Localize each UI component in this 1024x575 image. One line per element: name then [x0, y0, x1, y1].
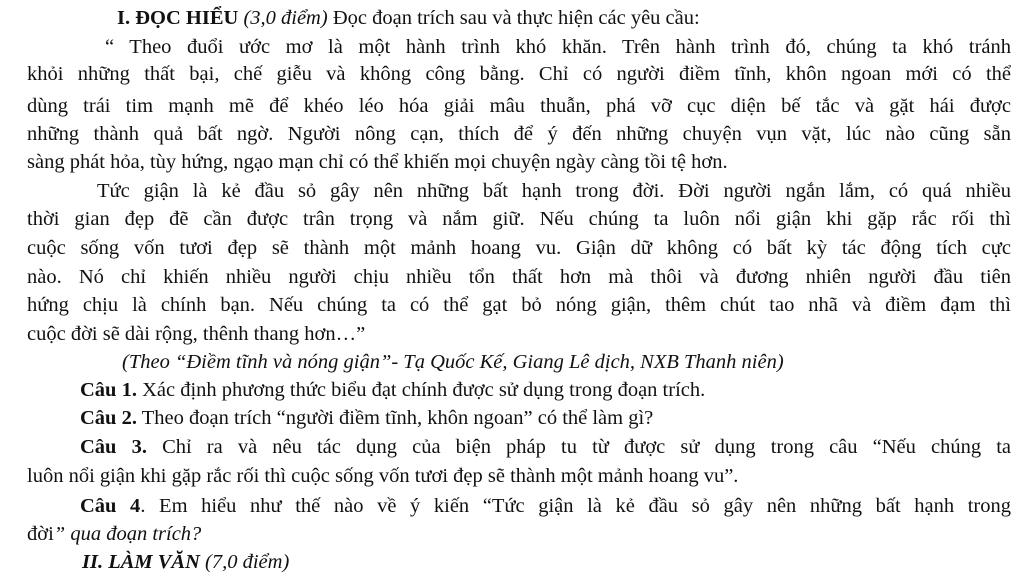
question-text: . Em hiểu như thế nào về ý kiến “Tức giận là kẻ đầu sỏ gây nên những bất hạnh trong [140, 495, 1011, 517]
section-2-score: (7,0 điểm) [205, 551, 290, 573]
question-text: Xác định phương thức biểu đạt chính được sử dụng trong đoạn trích. [142, 379, 706, 401]
section-2-title: II. LÀM VĂN [82, 551, 200, 573]
question-label: Câu 2. [80, 407, 137, 429]
passage-line: cuộc sống vốn tươi đẹp sẽ thành một mảnh hoang vu. Giận dữ không có bất kỳ tác động tích cực [27, 237, 1011, 259]
question-3-continuation: luôn nổi giận khi gặp rắc rối thì cuộc sống vốn tươi đẹp sẽ thành một mảnh hoang vu”. [27, 465, 739, 487]
section-1-heading-line [117, 5, 700, 31]
question-4-cont-tail: ” qua đoạn trích? [53, 523, 202, 545]
passage-line: Tức giận là kẻ đầu sỏ gây nên những bất hạnh trong đời. Đời người ngắn lắm, có quá nhiều [97, 180, 1011, 202]
passage-line: thời gian đẹp đẽ cần được trân trọng và nắm giữ. Nếu chúng ta luôn nổi giận khi gặp rắc rối thì [27, 208, 1011, 230]
question-text: Theo đoạn trích “người điềm tĩnh, khôn ngoan” có thể làm gì? [141, 407, 654, 429]
section-1-title: I. ĐỌC HIỂU [117, 7, 239, 29]
passage-line: hứng chịu là chính bạn. Nếu chúng ta có thể gạt bỏ nóng giận, thêm chút tao nhã và điềm đạm thì [27, 294, 1011, 316]
passage-line: cuộc đời sẽ dài rộng, thênh thang hơn…” [27, 323, 366, 345]
section-1-score: (3,0 điểm) [243, 7, 328, 29]
passage-line: sàng phát hỏa, tùy hứng, ngạo mạn chỉ có thể khiến mọi chuyện ngày càng tồi tệ hơn. [27, 151, 728, 173]
passage-source: (Theo “Điềm tĩnh và nóng giận”- Tạ Quốc Kế, Giang Lê dịch, NXB Thanh niên) [122, 351, 784, 373]
section-2-heading-line [82, 549, 289, 575]
question-4-cont-word: đời [27, 523, 54, 545]
passage-line: “ Theo đuổi ước mơ là một hành trình khó khăn. Trên hành trình đó, chúng ta khó tránh [105, 36, 1011, 58]
question-label: Câu 4 [80, 495, 141, 517]
passage-line: dùng trái tim mạnh mẽ để khéo léo hóa giải mâu thuẫn, phá vỡ cục diện bế tắc và gặt hái được [27, 95, 1011, 117]
question-4-continuation [27, 521, 201, 547]
question-text: Chỉ ra và nêu tác dụng của biện pháp tu từ được sử dụng trong câu “Nếu chúng ta [162, 436, 1012, 458]
question-3 [80, 434, 1011, 460]
section-1-instruction: Đọc đoạn trích sau và thực hiện các yêu cầu: [332, 7, 700, 29]
question-4 [80, 493, 1011, 519]
passage-line: nào. Nó chỉ khiến nhiều người chịu nhiều tổn thất hơn mà thôi và đương nhiên người đầu tiên [27, 266, 1011, 288]
passage-line: những thành quả bất ngờ. Người nông cạn, thích để ý đến những chuyện vụn vặt, lúc nào cũng sẵn [27, 123, 1011, 145]
question-label: Câu 3. [80, 436, 147, 458]
question-label: Câu 1. [80, 379, 137, 401]
question-2 [80, 405, 653, 431]
passage-line: khỏi những thất bại, chế giễu và không công bằng. Chỉ có người điềm tĩnh, khôn ngoan mới có thể [27, 63, 1011, 85]
question-1 [80, 377, 705, 403]
